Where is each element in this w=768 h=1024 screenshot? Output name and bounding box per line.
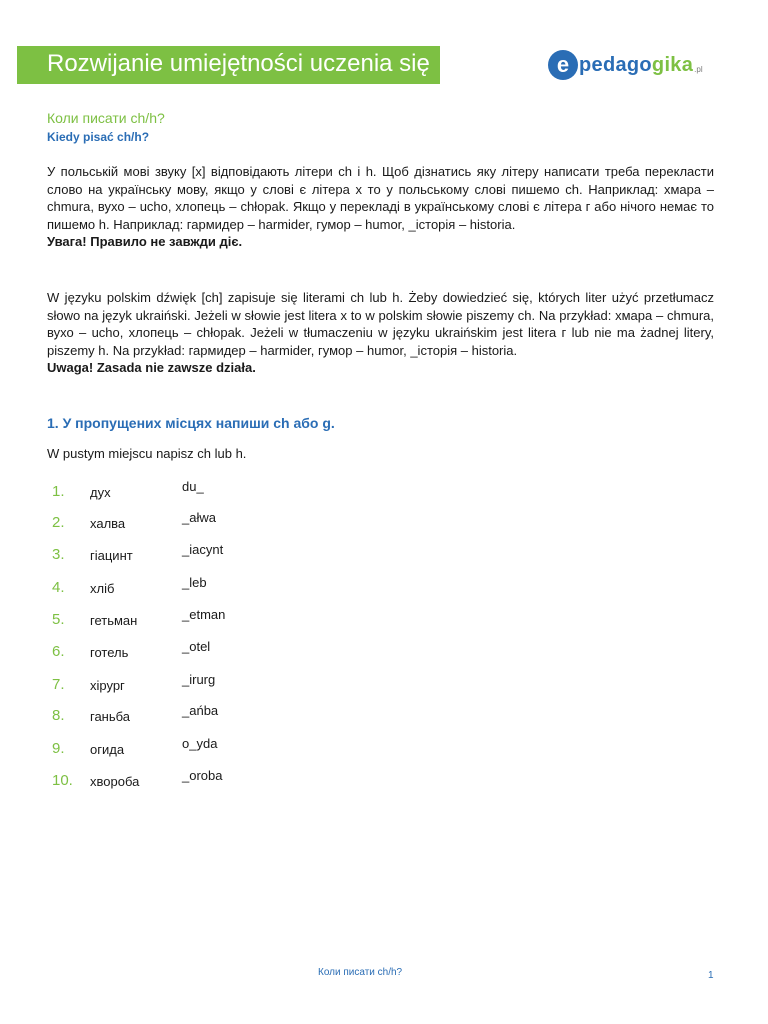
exercise-row [0,607,768,631]
ukrainian-word: гіацинт [90,548,133,563]
exercise-row [0,639,768,663]
ukrainian-word: халва [90,516,126,531]
item-number: 1. [52,483,65,500]
exercise-row [0,736,768,760]
exercise-title: 1. У пропущених місцях напиши ch або g. [47,415,335,431]
polish-gap-word[interactable]: _irurg [182,672,216,687]
heading-ukrainian: Коли писати ch/h? [47,110,165,126]
footer-title: Коли писати ch/h? [318,967,403,978]
ukrainian-word: гетьман [90,613,138,628]
exercise-row [0,479,768,503]
ukrainian-word: хвороба [90,774,140,789]
exercise-subtitle: W pustym miejscu napisz ch lub h. [47,446,247,461]
exercise-row [0,672,768,696]
polish-gap-word[interactable]: _ałwa [182,510,216,525]
polish-gap-word[interactable]: _iacynt [182,542,224,557]
ukrainian-word: готель [90,645,129,660]
paragraph-polish [47,289,714,377]
heading-polish: Kiedy pisać ch/h? [47,130,150,144]
paragraph-text: W języku polskim dźwięk [ch] zapisuje się literami ch lub h. Żeby dowiedzieć się, których liter użyć przetłumacz słowo na język ukraiński. Jeżeli w słowie jest litera x to w polskim słowie piszemy ch. Na przykład: хмара – chmura, вухо – ucho, хлопець – chłopak. Jeżeli w tłumaczeniu w języku ukraińskim jest litera г lub nie ma żadnej litery, piszemy h. Na przykład: гармидер – harmider, гумор – humor, _історія – historia. [47,290,714,358]
paragraph-ukrainian [47,163,714,251]
epedagogika-logo [548,48,703,82]
polish-gap-word[interactable]: _oroba [182,768,223,783]
document-title: Rozwijanie umiejętności uczenia się [47,50,430,77]
item-number: 2. [52,514,65,531]
item-number: 6. [52,643,65,660]
exercise-row [0,510,768,534]
item-number: 5. [52,611,65,628]
exercise-row [0,703,768,727]
logo-suffix: .pl [694,64,703,74]
item-number: 3. [52,546,65,563]
warning-text: Uwaga! Zasada nie zawsze działa. [47,360,256,375]
paragraph-text: У польській мові звуку [х] відповідають літери ch i h. Щоб дізнатись яку літеру написати треба перекласти слово на українську мову, якщо у слові є літера х то у польському слові пишемо ch. Наприклад: хмара – chmura, вухо – ucho, хлопець – chłopak. Якщо у перекладі в українському слові є літера г або нічого немає то пишемо h. Наприклад: гармидер – harmider, гумор – humor, _історія – historia. [47,164,714,232]
polish-gap-word[interactable]: o_yda [182,736,218,751]
polish-gap-word[interactable]: _leb [182,575,207,590]
ukrainian-word: хліб [90,581,115,596]
page-number: 1 [708,970,714,981]
logo-text: pedagogika [579,53,694,76]
warning-text: Увага! Правило не завжди діє. [47,234,243,249]
ukrainian-word: огида [90,742,125,757]
polish-gap-word[interactable]: _etman [182,607,226,622]
ukrainian-word: дух [90,485,111,500]
item-number: 4. [52,579,65,596]
logo-e-icon: e [548,50,578,80]
ukrainian-word: ганьба [90,709,131,724]
ukrainian-word: хірург [90,678,125,693]
exercise-row [0,542,768,566]
polish-gap-word[interactable]: _otel [182,639,211,654]
title-banner [17,46,440,84]
polish-gap-word[interactable]: du_ [182,479,204,494]
polish-gap-word[interactable]: _ańba [182,703,219,718]
item-number: 10. [52,772,73,789]
item-number: 7. [52,676,65,693]
item-number: 9. [52,740,65,757]
item-number: 8. [52,707,65,724]
exercise-row [0,575,768,599]
exercise-row [0,768,768,792]
